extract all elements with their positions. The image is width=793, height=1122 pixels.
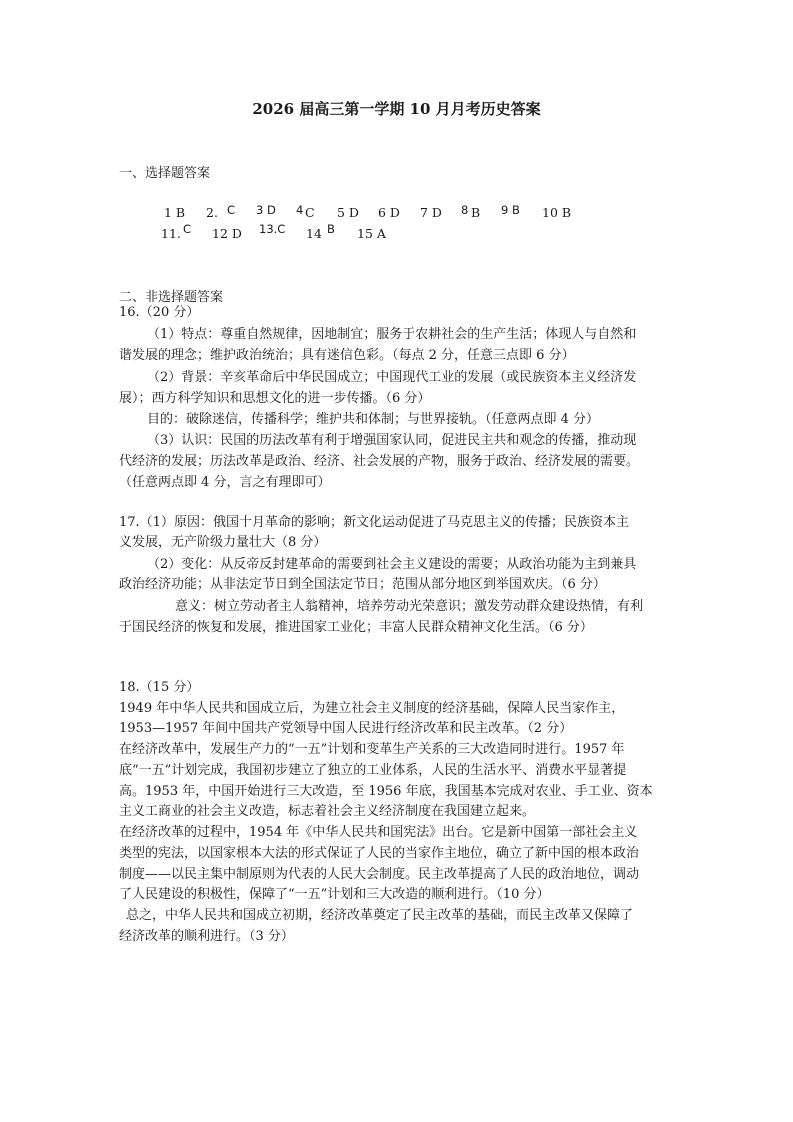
mc-answer-11-value: C bbox=[183, 222, 192, 236]
q18-answer-line: 底“一五”计划完成，我国初步建立了独立的工业体系，人民的生活水平、消费水平显著提 bbox=[119, 763, 627, 778]
mc-answer-9: 9 B bbox=[501, 203, 520, 217]
mc-answer-1: 1 B bbox=[164, 205, 186, 220]
mc-answer-8-number: 8 bbox=[461, 203, 469, 217]
q18-answer-line: 1949 年中华人民共和国成立后，为建立社会主义制度的经济基础，保障人民当家作主， bbox=[119, 701, 625, 716]
q18-answer-line: 在经济改革中，发展生产力的“一五”计划和变革生产关系的三大改造同时进行。1957 年 bbox=[119, 742, 625, 757]
q18-heading: 18.（15 分） bbox=[119, 680, 200, 695]
q16-answer-line: （3）认识：民国的历法改革有利于增强国家认同，促进民主共和观念的传播，推动现 bbox=[147, 433, 637, 448]
q18-answer-line: 主义工商业的社会主义改造，标志着社会主义经济制度在我国建立起来。 bbox=[119, 804, 536, 819]
q17-answer-line: 17.（1）原因：俄国十月革命的影响；新文化运动促进了马克思主义的传播；民族资本主 bbox=[119, 515, 629, 530]
mc-answer-2-number: 2. bbox=[206, 205, 218, 220]
q18-answer-line: 类型的宪法，以国家根本大法的形式保证了人民的当家作主地位，确立了新中国的根本政治 bbox=[119, 846, 640, 861]
mc-answer-5: 5 D bbox=[337, 205, 359, 220]
q17-answer-line: （2）变化：从反帝反封建革命的需要到社会主义建设的需要；从政治功能为主到兼具 bbox=[147, 557, 637, 572]
q16-answer-line: 目的：破除迷信，传播科学；维护共和体制；与世界接轨。（任意两点即 4 分） bbox=[147, 412, 600, 427]
q16-answer-line: 谐发展的理念；维护政治统治；具有迷信色彩。（每点 2 分，任意三点即 6 分） bbox=[119, 348, 575, 363]
q18-answer-line: 在经济改革的过程中，1954 年《中华人民共和国宪法》出台。它是新中国第一部社会主义 bbox=[119, 825, 638, 840]
q16-answer-line: （任意两点即 4 分，言之有理即可） bbox=[119, 475, 331, 490]
q16-answer-line: 代经济的发展；历法改革是政治、经济、社会发展的产物，服务于政治、经济发展的需要。 bbox=[119, 454, 640, 469]
q18-answer-line: 1953—1957 年间中国共产党领导中国人民进行经济改革和民主改革。（2 分） bbox=[119, 721, 573, 736]
mc-answer-6: 6 D bbox=[378, 205, 400, 220]
mc-answer-12: 12 D bbox=[212, 226, 242, 241]
q18-answer-line: 高。1953 年，中国开始进行三大改造，至 1956 年底，我国基本完成对农业、手工业、资本 bbox=[119, 784, 653, 799]
q17-answer-line: 义发展，无产阶级力量壮大（8 分） bbox=[119, 535, 327, 550]
q18-answer-line: 了人民建设的积极性，保障了“一五”计划和三大改造的顺利进行。（10 分） bbox=[119, 887, 550, 902]
q16-answer-line: 展）；西方科学知识和思想文化的进一步传播。（6 分） bbox=[119, 391, 431, 406]
q16-answer-line: （2）背景：辛亥革命后中华民国成立；中国现代工业的发展（或民族资本主义经济发 bbox=[147, 370, 637, 385]
q18-answer-line: 制度——以民主集中制原则为代表的人民大会制度。民主改革提高了人民的政治地位，调动 bbox=[119, 867, 640, 882]
mc-answer-10: 10 B bbox=[542, 205, 572, 220]
q17-answer-line: 于国民经济的恢复和发展，推进国家工业化；丰富人民群众精神文化生活。（6 分） bbox=[119, 620, 593, 635]
mc-answer-8-value: B bbox=[471, 205, 481, 220]
q17-answer-line: 政治经济功能；从非法定节日到全国法定节日；范围从部分地区到举国欢庆。（6 分） bbox=[119, 577, 606, 592]
q17-answer-line: 意义：树立劳动者主人翁精神，培养劳动光荣意识；激发劳动群众建设热情，有利 bbox=[175, 599, 644, 614]
mc-answer-14-number: 14 bbox=[306, 226, 322, 241]
page-title: 2026 届高三第一学期 10 月月考历史答案 bbox=[252, 100, 541, 118]
mc-answer-4-number: 4 bbox=[296, 203, 304, 217]
q16-answer-line: （1）特点：尊重自然规律，因地制宜；服务于农耕社会的生产生活；体现人与自然和 bbox=[147, 327, 637, 342]
mc-answer-13: 13.C bbox=[259, 222, 286, 236]
mc-answer-11-number: 11. bbox=[161, 226, 181, 241]
mc-answer-7: 7 D bbox=[420, 205, 442, 220]
mc-answer-2-value: C bbox=[227, 203, 236, 217]
q18-answer-line: 总之，中华人民共和国成立初期，经济改革奠定了民主改革的基础，而民主改革又保障了 bbox=[126, 908, 634, 923]
section-heading-non-multiple-choice: 二、非选择题答案 bbox=[119, 290, 224, 305]
mc-answer-3: 3 D bbox=[256, 203, 276, 217]
mc-answer-14-value: B bbox=[327, 222, 335, 236]
q18-answer-line: 经济改革的顺利进行。（3 分） bbox=[119, 929, 294, 944]
section-heading-multiple-choice: 一、选择题答案 bbox=[119, 166, 211, 181]
mc-answer-4-value: C bbox=[305, 205, 315, 220]
mc-answer-15: 15 A bbox=[357, 226, 386, 241]
q16-heading: 16.（20 分） bbox=[119, 305, 200, 320]
